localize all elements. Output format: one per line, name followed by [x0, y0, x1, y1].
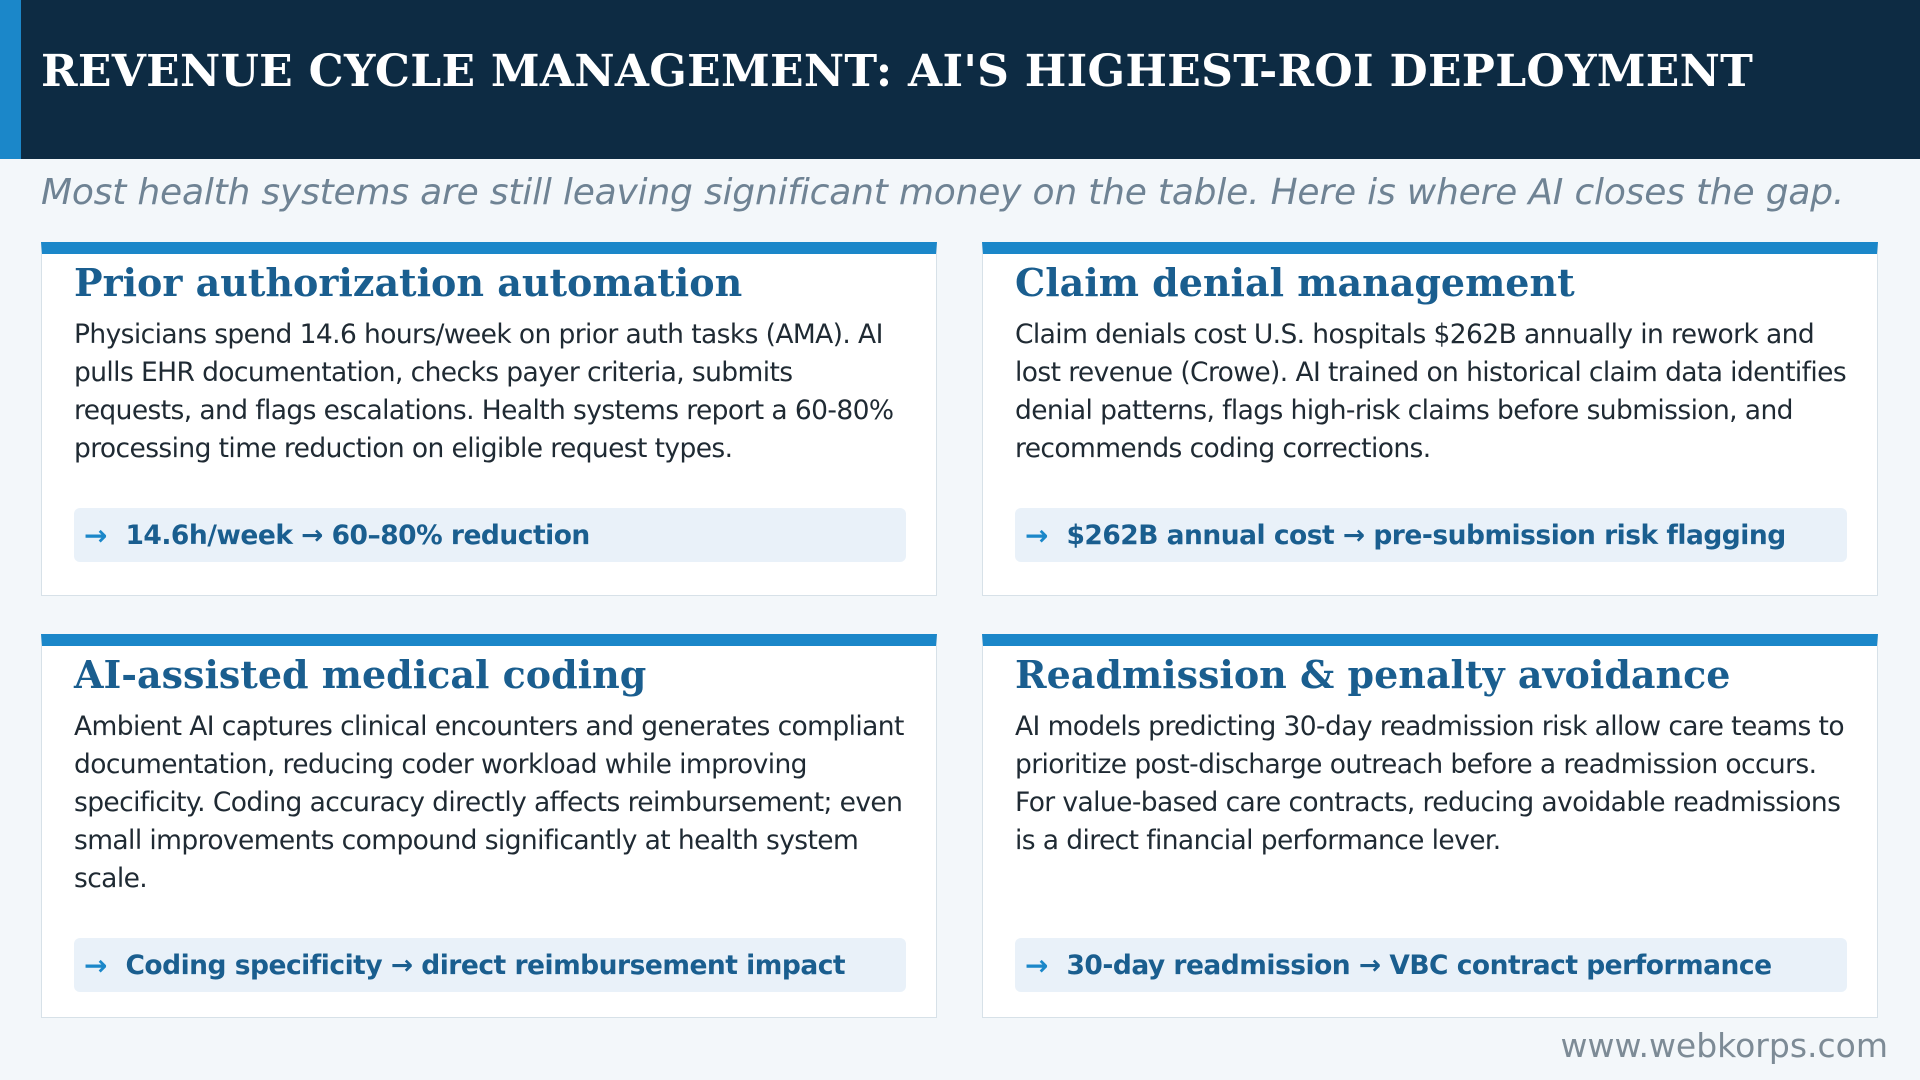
page-title: REVENUE CYCLE MANAGEMENT: AI'S HIGHEST-ROI DEPLOYMENT: [41, 46, 1754, 97]
card-prior-authorization: [41, 242, 937, 596]
header-bar: [0, 0, 1920, 159]
card-stat-callout: [1015, 508, 1847, 562]
arrow-right-icon: →: [84, 948, 108, 982]
card-body: Physicians spend 14.6 hours/week on prior auth tasks (AMA). AI pulls EHR documentation, checks payer criteria, submits requests, and flags escalations. Health systems report a 60-80% processing time reduction on eligible request types.: [74, 319, 894, 464]
card-stat-text: 30-day readmission → VBC contract performance: [1066, 949, 1772, 981]
arrow-right-icon: →: [84, 518, 108, 552]
card-title: Claim denial management: [1015, 260, 1575, 305]
card-stat-text: $262B annual cost → pre-submission risk flagging: [1066, 519, 1786, 551]
card-medical-coding: [41, 634, 937, 1018]
card-stat-text: Coding specificity → direct reimbursement impact: [125, 949, 846, 981]
card-body: AI models predicting 30-day readmission risk allow care teams to prioritize post-discharge outreach before a readmission occurs. For value-based care contracts, reducing avoidable readmissions is a direct financial performance lever.: [1015, 711, 1844, 856]
card-body: Ambient AI captures clinical encounters and generates compliant documentation, reducing coder workload while improving specificity. Coding accuracy directly affects reimbursement; even small improvements compound significantly at health system scale.: [74, 711, 904, 894]
header-accent-stripe: [0, 0, 21, 159]
footer-website-url: www.webkorps.com: [1560, 1026, 1888, 1065]
card-stat-callout: [74, 938, 906, 992]
card-readmission: [982, 634, 1878, 1018]
page-subtitle: Most health systems are still leaving significant money on the table. Here is where AI closes the gap.: [41, 172, 1845, 213]
card-title: AI-assisted medical coding: [74, 652, 647, 697]
card-stat-callout: [1015, 938, 1847, 992]
card-title: Prior authorization automation: [74, 260, 743, 305]
card-claim-denial: [982, 242, 1878, 596]
arrow-right-icon: →: [1025, 948, 1049, 982]
card-body: Claim denials cost U.S. hospitals $262B annually in rework and lost revenue (Crowe). AI trained on historical claim data identifies denial patterns, flags high-risk claims before submission, and recommends coding corrections.: [1015, 319, 1847, 464]
card-title: Readmission & penalty avoidance: [1015, 652, 1731, 697]
card-stat-text: 14.6h/week → 60–80% reduction: [125, 519, 590, 551]
card-stat-callout: [74, 508, 906, 562]
arrow-right-icon: →: [1025, 518, 1049, 552]
